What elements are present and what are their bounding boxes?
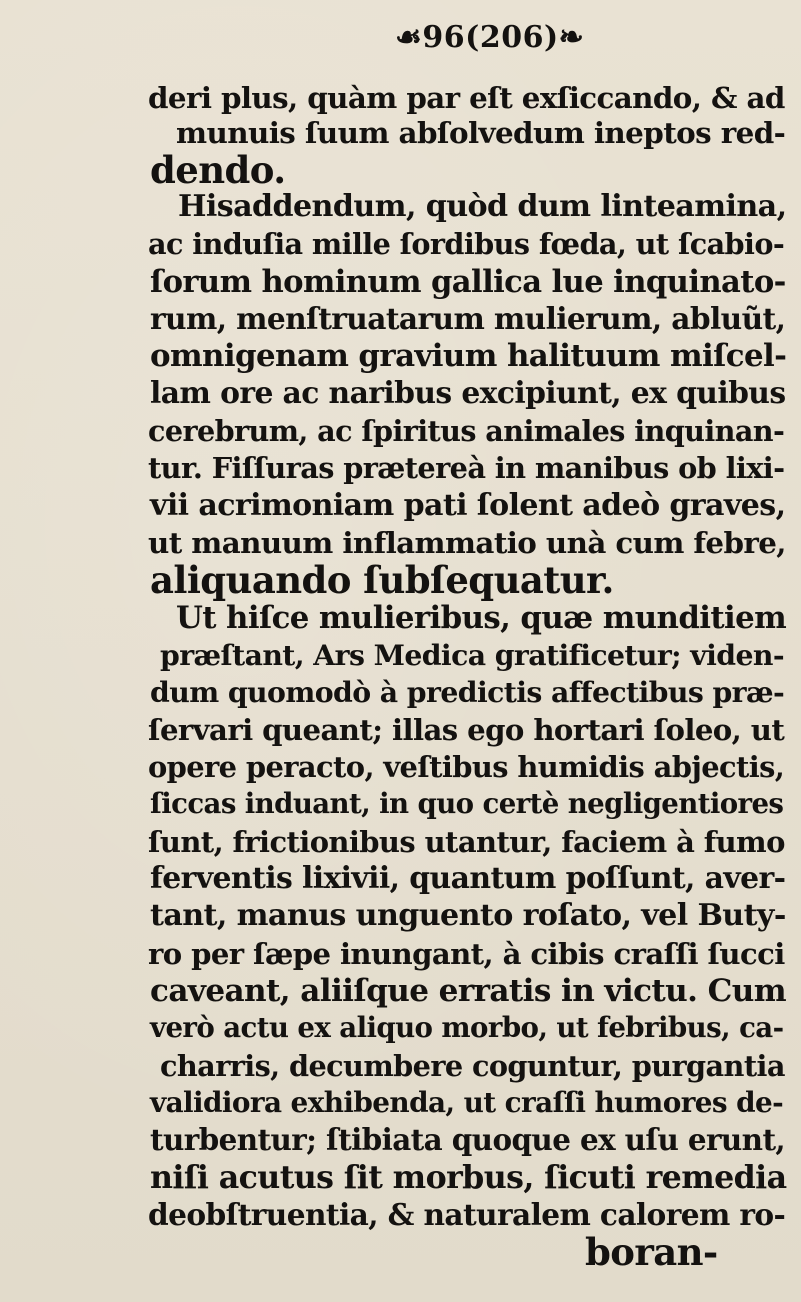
text-line: ſiccas induant, in quo certè negligentiores bbox=[150, 787, 784, 820]
page-number-header: ☙96(206)❧ bbox=[395, 20, 585, 55]
text-line: Ut hiſce mulieribus, quæ munditiem bbox=[176, 600, 787, 636]
catchword: boran- bbox=[585, 1230, 718, 1274]
text-line: caveant, aliiſque erratis in victu. Cum bbox=[150, 973, 787, 1009]
text-line: deobſtruentia, & naturalem calorem ro- bbox=[148, 1197, 786, 1232]
text-line: vii acrimoniam pati ſolent adeò graves, bbox=[150, 488, 786, 523]
text-line: tur. Fiſſuras prætereà in manibus ob lixi- bbox=[148, 451, 785, 485]
text-line: tant, manus unguento roſato, vel Buty- bbox=[150, 898, 786, 933]
text-line: lam ore ac naribus excipiunt, ex quibus bbox=[150, 376, 786, 411]
text-line: turbentur; ſtibiata quoque ex uſu erunt, bbox=[150, 1122, 786, 1157]
text-line: dum quomodò à predictis affectibus præ- bbox=[150, 675, 785, 709]
text-line: Hisaddendum, quòd dum linteamina, bbox=[178, 189, 787, 224]
text-line: præſtant, Ars Medica gratificetur; viden- bbox=[160, 638, 785, 672]
text-line: aliquando ſubſequatur. bbox=[150, 558, 614, 602]
text-line: ferventis lixivii, quantum poſſunt, aver- bbox=[150, 861, 786, 896]
text-line: opere peracto, veſtibus humidis abjectis, bbox=[148, 750, 785, 784]
text-line: charris, decumbere coguntur, purgantia bbox=[160, 1049, 785, 1083]
text-line: niſi acutus ſit morbus, ſicuti remedia bbox=[150, 1159, 787, 1196]
text-line: verò actu ex aliquo morbo, ut febribus, ca- bbox=[150, 1011, 784, 1044]
text-line: ſervari queant; illas ego hortari ſoleo, ut bbox=[148, 713, 785, 747]
text-line: ut manuum inflammatio unà cum febre, bbox=[148, 525, 786, 560]
text-line: rum, menſtruatarum mulierum, abluũt, bbox=[150, 301, 786, 336]
text-line: validiora exhibenda, ut craſſi humores de- bbox=[150, 1086, 784, 1119]
text-line: munuis ſuum abſolvedum ineptos red- bbox=[176, 115, 786, 150]
text-line: ro per ſæpe inungant, à cibis craſſi ſucci bbox=[148, 937, 785, 971]
text-line: dendo. bbox=[150, 148, 286, 192]
text-line: omnigenam gravium halituum miſcel- bbox=[150, 338, 787, 374]
text-line: ac induſia mille ſordibus fœda, ut ſcabio- bbox=[148, 227, 785, 261]
text-line: ſorum hominum gallica lue inquinato- bbox=[150, 264, 786, 300]
text-line: ſunt, frictionibus utantur, faciem à fumo bbox=[148, 825, 785, 859]
text-line: cerebrum, ac ſpiritus animales inquinan- bbox=[148, 414, 785, 448]
text-line: deri plus, quàm par eſt exſiccando, & ad bbox=[148, 80, 785, 115]
